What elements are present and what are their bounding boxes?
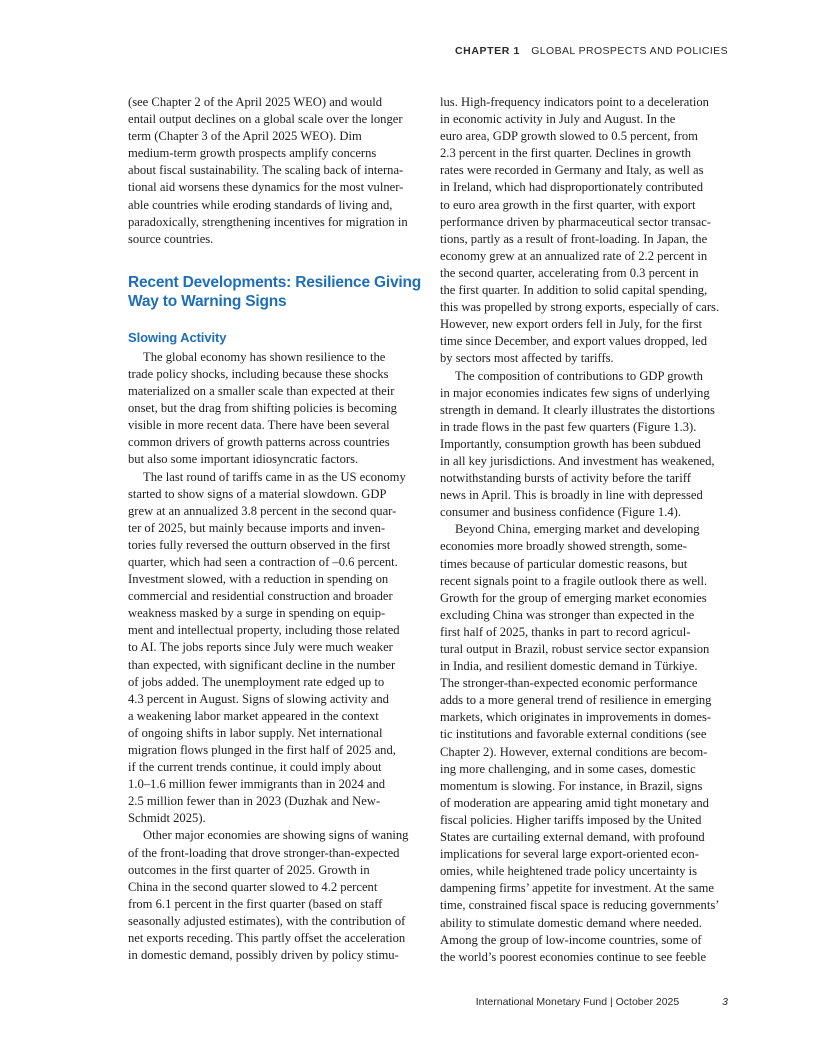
text-line: notwithstanding bursts of activity before the tariff	[440, 471, 691, 486]
text-line: Schmidt 2025).	[128, 811, 206, 826]
text-line: Investment slowed, with a reduction in spending on	[128, 572, 389, 587]
text-line: implications for several large export-oriented econ-	[440, 847, 699, 862]
text-line: ability to stimulate domestic demand where needed.	[440, 915, 702, 930]
text-line: 4.3 percent in August. Signs of slowing activity and	[128, 691, 389, 706]
text-line: markets, which originates in improvements in domes-	[440, 710, 712, 725]
text-line: source countries.	[128, 231, 214, 246]
text-line: net exports receding. This partly offset the acceleration	[128, 931, 406, 946]
text-line: about fiscal sustainability. The scaling back of interna-	[128, 163, 404, 178]
text-line: recent signals point to a fragile outlook there as well.	[440, 573, 708, 588]
text-line: migration flows plunged in the first half of 2025 and,	[128, 743, 396, 757]
text-line: Importantly, consumption growth has been subdued	[440, 436, 701, 451]
text-line: tural output in Brazil, robust service sector expansion	[440, 642, 710, 656]
text-line: seasonally adjusted estimates), with the contribution of	[128, 913, 406, 928]
text-line: tions, partly as a result of front-loading. In Japan, the	[440, 231, 708, 246]
text-line: medium-term growth prospects amplify concerns	[128, 146, 377, 161]
text-line: from 6.1 percent in the first quarter (based on staff	[128, 896, 383, 911]
text-line: weakness masked by a surge in spending on equip-	[128, 606, 386, 621]
text-line: The stronger-than-expected economic performance	[440, 676, 698, 691]
text-line: term (Chapter 3 of the April 2025 WEO). Dim	[128, 129, 362, 144]
text-line: entail output declines on a global scale over the longer	[128, 112, 403, 127]
text-line: in Ireland, which had disproportionately contributed	[440, 180, 703, 195]
text-line: than expected, with significant decline in the number	[128, 657, 396, 672]
text-line: of ongoing shifts in labor supply. Net international	[128, 725, 383, 740]
text-line: consumer and business confidence (Figure 1.4).	[440, 505, 681, 520]
text-line: the second quarter, accelerating from 0.3 percent in	[440, 265, 699, 280]
left-column	[128, 94, 422, 964]
chapter-label: CHAPTER 1	[454, 45, 520, 57]
text-line: outcomes in the first quarter of 2025. Growth in	[128, 862, 370, 877]
text-line: time since December, and export values dropped, led	[440, 334, 708, 349]
text-line: in major economies indicates few signs of underlying	[440, 385, 710, 400]
text-line: to AI. The jobs reports since July were much weaker	[128, 640, 393, 655]
text-line: trade policy shocks, including because these shocks	[128, 366, 389, 381]
subsection-heading: Slowing Activity	[128, 329, 227, 345]
text-line: news in April. This is broadly in line with depressed	[440, 488, 703, 503]
text-line: of moderation are appearing amid tight monetary and	[440, 795, 709, 810]
text-line: Chapter 2). However, external conditions are becom-	[440, 744, 708, 759]
text-line: Beyond China, emerging market and developing	[455, 522, 700, 537]
text-line: economies more broadly showed strength, some-	[440, 539, 687, 554]
text-line: started to show signs of a material slowdown. GDP	[128, 486, 387, 501]
text-line: but also some important idiosyncratic factors.	[128, 452, 359, 467]
paragraph-us-economy	[128, 469, 418, 828]
text-line: a weakening labor market appeared in the context	[128, 708, 379, 723]
text-line: However, new export orders fell in July, for the first	[440, 317, 703, 332]
text-line: excluding China was stronger than expected in the	[440, 607, 695, 622]
page-footer	[476, 996, 728, 1008]
text-line: grew at an annualized 3.8 percent in the second quar-	[128, 503, 397, 518]
text-line: 2.3 percent in the first quarter. Declines in growth	[440, 146, 692, 161]
text-line: omies, while heightened trade policy uncertainty is	[440, 864, 698, 879]
text-line: first half of 2025, thanks in part to record agricul-	[440, 624, 691, 639]
text-line: quarter, which had seen a contraction of –0.6 percent.	[128, 554, 398, 569]
text-line: States are curtailing external demand, with profound	[440, 830, 705, 845]
page-number: 3	[722, 996, 728, 1008]
heading-line: Way to Warning Signs	[128, 292, 287, 310]
intro-paragraph	[128, 94, 418, 248]
text-line: The global economy has shown resilience to the	[143, 349, 386, 364]
text-line: momentum is slowing. For instance, in Brazil, signs	[440, 778, 703, 793]
text-line: in India, and resilient domestic demand in Türkiye.	[440, 659, 698, 674]
text-line: commercial and residential construction and broader	[128, 589, 393, 604]
text-line: 2.5 million fewer than in 2023 (Duzhak and New-	[128, 794, 381, 809]
text-line: if the current trends continue, it could imply about	[128, 760, 382, 775]
text-line: dampening firms’ appetite for investment. At the same	[440, 881, 714, 896]
text-line: materialized on a smaller scale than expected at their	[128, 384, 395, 399]
text-line: lus. High-frequency indicators point to a deceleration	[440, 95, 709, 109]
text-line: 1.0–1.6 million fewer immigrants than in 2024 and	[128, 777, 386, 792]
text-line: of jobs added. The unemployment rate edged up to	[128, 674, 385, 689]
text-line: paradoxically, strengthening incentives for migration in	[128, 214, 408, 229]
right-column	[440, 94, 730, 966]
text-line: tic institutions and favorable external conditions (see	[440, 727, 707, 742]
publication-info: International Monetary Fund | October 2025	[475, 996, 680, 1008]
text-line: strength in demand. It clearly illustrates the distortions	[440, 402, 715, 417]
text-line: ter of 2025, but mainly because imports and inven-	[128, 520, 386, 535]
text-line: the first quarter. In addition to solid capital spending,	[440, 283, 708, 298]
running-header	[455, 45, 728, 57]
text-line: performance driven by pharmaceutical sector transac-	[440, 214, 711, 229]
section-heading	[128, 273, 422, 311]
text-line: in all key jurisdictions. And investment has weakened,	[440, 453, 715, 468]
text-line: by sectors most affected by tariffs.	[440, 351, 614, 366]
text-line: to euro area growth in the first quarter, with export	[440, 197, 696, 212]
text-line: tories fully reversed the outturn observed in the first	[128, 537, 391, 552]
text-line: ing more challenging, and in some cases, domestic	[440, 761, 696, 776]
paragraph-gdp-composition	[440, 368, 730, 522]
text-line: The composition of contributions to GDP growth	[455, 368, 703, 383]
text-line: in trade flows in the past few quarters (Figure 1.3).	[440, 419, 697, 434]
text-line: time, constrained fiscal space is reducing governments’	[440, 898, 720, 913]
paragraph-continuation	[440, 94, 730, 368]
text-line: fiscal policies. Higher tariffs imposed by the United	[440, 812, 702, 827]
text-line: Among the group of low-income countries, some of	[440, 932, 702, 947]
text-line: The last round of tariffs came in as the US economy	[143, 469, 406, 484]
text-line: economy grew at an annualized rate of 2.2 percent in	[440, 248, 708, 263]
text-line: onset, but the drag from shifting policies is becoming	[128, 401, 397, 416]
chapter-title: GLOBAL PROSPECTS AND POLICIES	[531, 45, 728, 57]
text-line: able countries while eroding standards of living and,	[128, 197, 393, 212]
text-line: this was propelled by strong exports, especially of cars.	[440, 300, 720, 315]
text-line: Other major economies are showing signs of waning	[143, 828, 409, 843]
text-line: the world’s poorest economies continue to see feeble	[440, 949, 707, 964]
paragraph-emerging-markets	[440, 521, 730, 965]
text-line: ment and intellectual property, including those related	[128, 623, 400, 638]
text-line: adds to a more general trend of resilience in emerging	[440, 693, 712, 708]
text-line: tional aid worsens these dynamics for the most vulner-	[128, 180, 404, 195]
text-line: of the front-loading that drove stronger-than-expected	[128, 845, 400, 860]
text-line: in domestic demand, possibly driven by policy stimu-	[128, 948, 399, 963]
heading-line: Recent Developments: Resilience Giving	[128, 273, 422, 291]
paragraph-global-resilience	[128, 349, 418, 469]
text-line: (see Chapter 2 of the April 2025 WEO) and would	[128, 95, 383, 109]
text-line: in economic activity in July and August. In the	[440, 112, 676, 127]
text-line: euro area, GDP growth slowed to 0.5 percent, from	[440, 129, 698, 144]
text-line: times because of particular domestic reasons, but	[440, 556, 688, 571]
paragraph-other-economies	[128, 827, 418, 964]
text-line: China in the second quarter slowed to 4.2 percent	[128, 879, 378, 894]
text-line: common drivers of growth patterns across countries	[128, 435, 390, 450]
text-line: Growth for the group of emerging market economies	[440, 590, 707, 605]
text-line: visible in more recent data. There have been several	[128, 418, 390, 433]
text-line: rates were recorded in Germany and Italy, as well as	[440, 163, 704, 178]
